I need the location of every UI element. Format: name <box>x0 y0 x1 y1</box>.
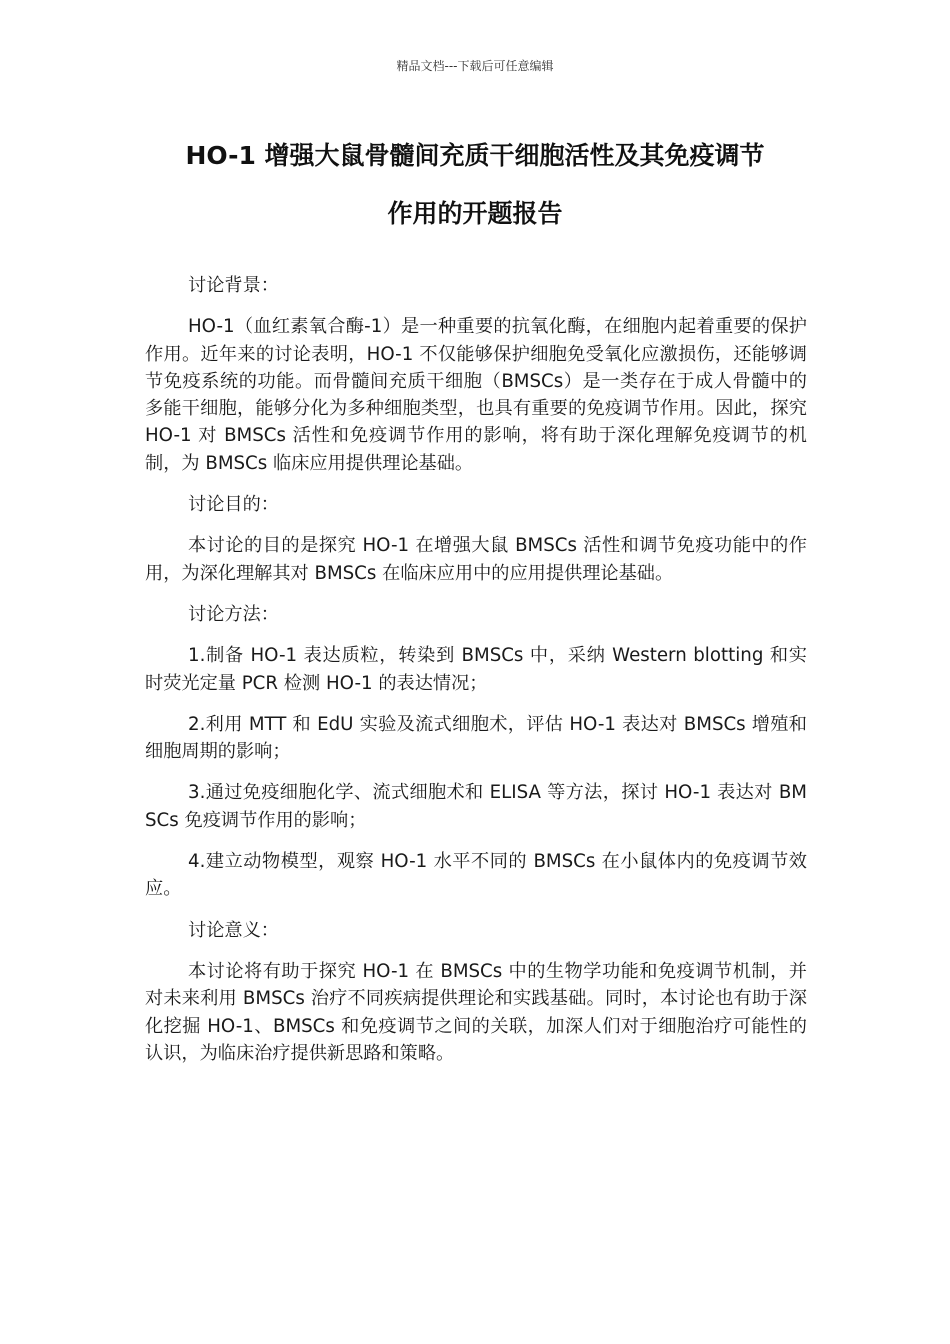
method-item-3: 3.通过免疫细胞化学、流式细胞术和 ELISA 等方法，探讨 HO-1 表达对 BMSCs 免疫调节作用的影响； <box>145 782 807 831</box>
background-heading: 讨论背景： <box>188 275 279 296</box>
method-item-1: 1.制备 HO-1 表达质粒，转染到 BMSCs 中，采纳 Western blotting 和实时荧光定量 PCR 检测 HO-1 的表达情况； <box>145 645 807 694</box>
method-item-4: 4.建立动物模型，观察 HO-1 水平不同的 BMSCs 在小鼠体内的免疫调节效应。 <box>145 851 807 900</box>
significance-paragraph: 本讨论将有助于探究 HO-1 在 BMSCs 中的生物学功能和免疫调节机制，并对未来利用 BMSCs 治疗不同疾病提供理论和实践基础。同时，本讨论也有助于深化挖掘 HO-1、BMSCs 和免疫调节之间的关联，加深人们对于细胞治疗可能性的认识，为临床治疗提供新思路和策略。 <box>145 960 807 1064</box>
header-note: 精品文档---下载后可任意编辑 <box>396 59 554 73</box>
document-body <box>145 272 807 1067</box>
document-title-line-1: HO-1 增强大鼠骨髓间充质干细胞活性及其免疫调节 <box>185 141 765 170</box>
document-title-line-2: 作用的开题报告 <box>387 199 563 228</box>
methods-heading: 讨论方法： <box>188 603 279 625</box>
method-item-2: 2.利用 MTT 和 EdU 实验及流式细胞术，评估 HO-1 表达对 BMSCs 增殖和细胞周期的影响； <box>145 713 807 763</box>
significance-heading: 讨论意义： <box>188 919 279 941</box>
purpose-paragraph: 本讨论的目的是探究 HO-1 在增强大鼠 BMSCs 活性和调节免疫功能中的作用，为深化理解其对 BMSCs 在临床应用中的应用提供理论基础。 <box>145 535 807 584</box>
background-paragraph: HO-1（血红素氧合酶-1）是一种重要的抗氧化酶，在细胞内起着重要的保护作用。近年来的讨论表明，HO-1 不仅能够保护细胞免受氧化应激损伤，还能够调节免疫系统的功能。而骨髓间充质干细胞（BMSCs）是一类存在于成人骨髓中的多能干细胞，能够分化为多种细胞类型，也具有重要的免疫调节作用。因此，探究 HO-1 对 BMSCs 活性和免疫调节作用的影响，将有助于深化理解免疫调节的机制，为 BMSCs 临床应用提供理论基础。 <box>145 316 807 474</box>
purpose-heading: 讨论目的： <box>188 494 279 516</box>
